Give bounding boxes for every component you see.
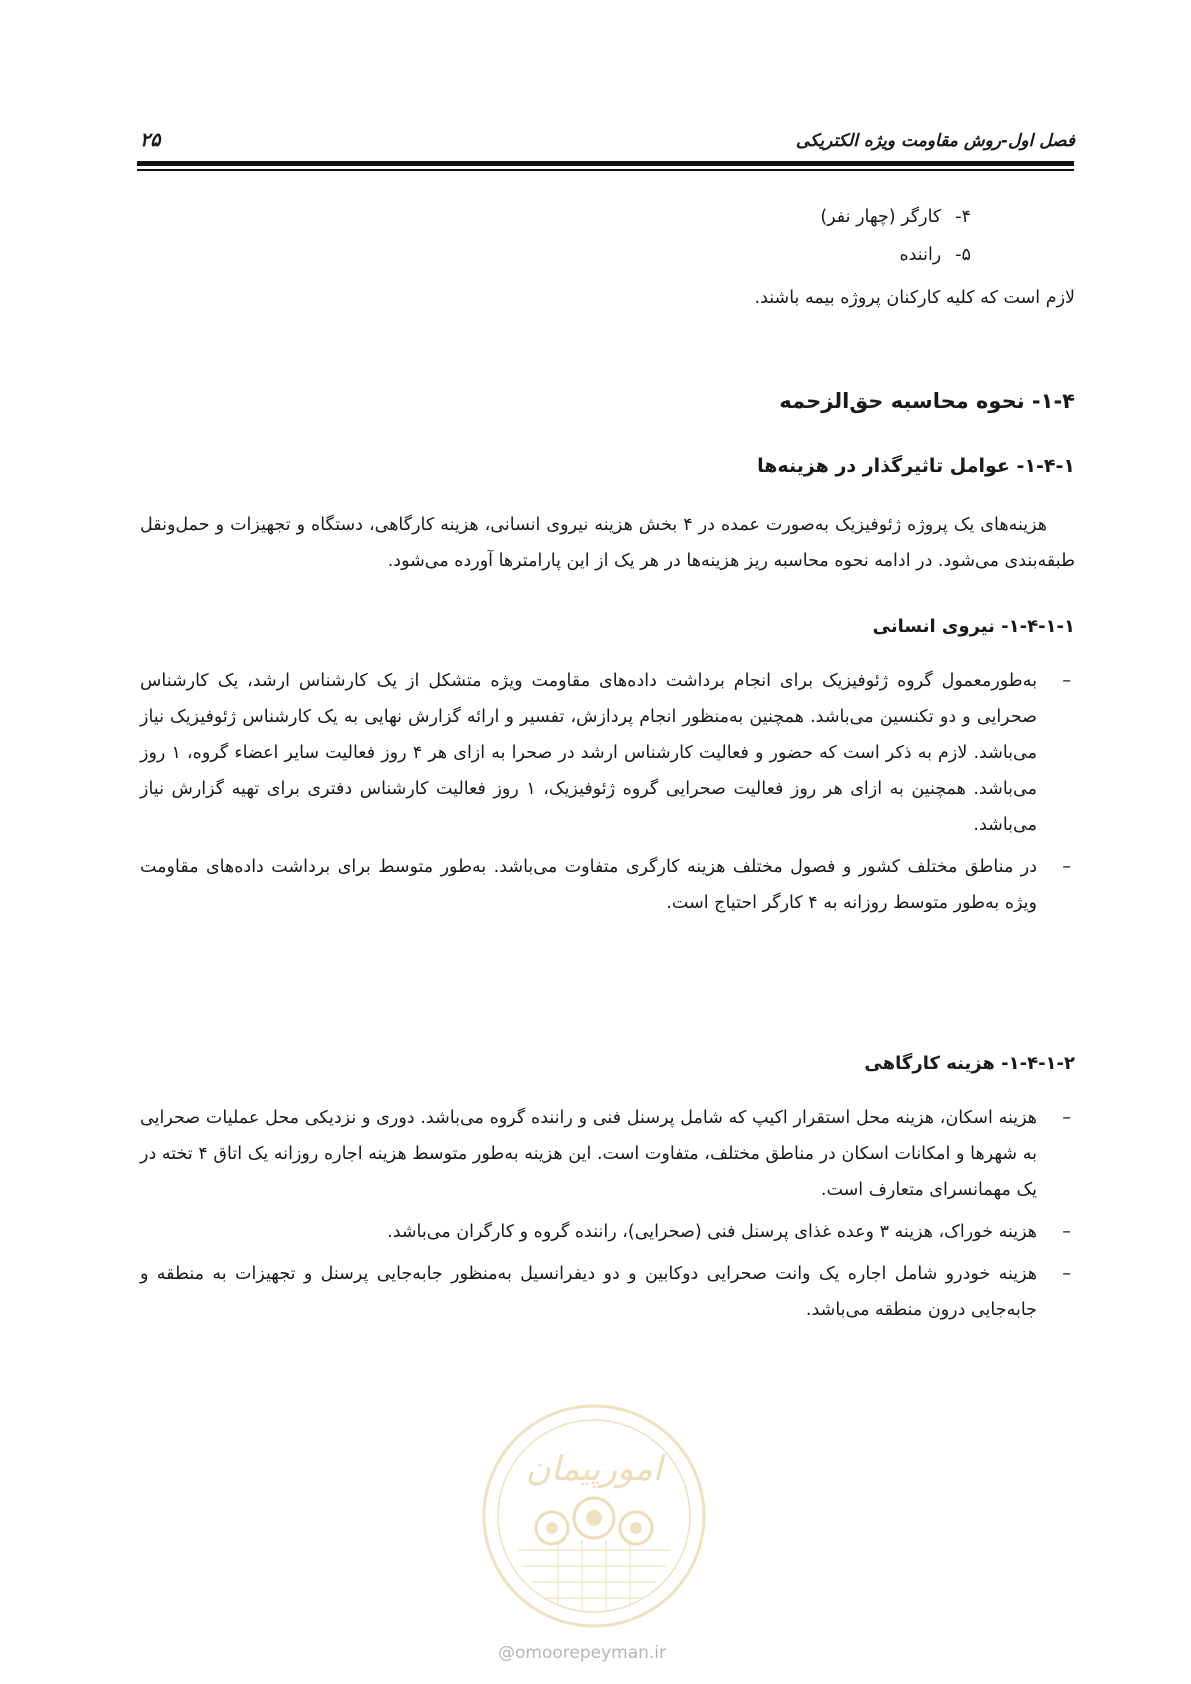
subsection-paragraph: هزینه‌های یک پروژه ژئوفیزیک به‌صورت عمده در ۴ بخش هزینه نیروی انسانی، هزینه کارگاهی، دستگاه و تجهیزات و حمل‌ونقل طبقه‌بندی می‌شود. در ادامه نحوه محاسبه ریز هزینه‌ها در هر یک از این پارامترها آورده می‌شود.: [140, 515, 1075, 571]
subsection-title: ۱-۴-۱- عوامل تاثیرگذار در هزینه‌ها: [757, 455, 1075, 477]
bullet-dash: –: [1062, 1108, 1071, 1128]
insurance-note: لازم است که کلیه کارکنان پروژه بیمه باشند.: [754, 288, 1075, 308]
bullet-dash: –: [1062, 1222, 1071, 1242]
manpower-heading: ۱-۴-۱-۱- نیروی انسانی: [872, 616, 1075, 637]
staff-item-4: ۴-کارگر (چهار نفر): [820, 207, 971, 227]
page-number: ۲۵: [140, 129, 161, 151]
watermark-logo: [478, 1400, 710, 1632]
bullet-dash: –: [1062, 671, 1071, 691]
list-item: – هزینه اسکان، هزینه محل استقرار اکیپ که شامل پرسنل فنی و راننده گروه می‌باشد. دوری و نزدیکی محل عملیات صحرایی به شهرها و امکانات اسکان در مناطق مختلف، متفاوت است. این هزینه به‌طور متوسط هزینه اجاره روزانه یک اتاق ۴ تخته در یک مهمانسرای متعارف است.: [140, 1100, 1075, 1208]
chapter-header: فصل اول-روش مقاومت ویژه الکتریکی: [795, 131, 1075, 151]
workshop-heading: ۱-۴-۱-۲- هزینه کارگاهی: [864, 1053, 1075, 1074]
bullet-dash: –: [1062, 857, 1071, 877]
bullet-dash: –: [1062, 1264, 1071, 1284]
list-item: – هزینه خودرو شامل اجاره یک وانت صحرایی دوکابین و دو دیفرانسیل به‌منظور جابه‌جایی پرسنل و تجهیزات به منطقه و جابه‌جایی درون منطقه می‌باشد.: [140, 1256, 1075, 1328]
list-item: – به‌طورمعمول گروه ژئوفیزیک برای انجام برداشت داده‌های مقاومت ویژه متشکل از یک کارشناس ارشد، یک کارشناس صحرایی و دو تکنسین می‌باشد. همچنین به‌منظور انجام پردازش، تفسیر و ارائه گزارش نهایی به یک کارشناس ژئوفیزیک نیاز می‌باشد. لازم به ذکر است که حضور و فعالیت کارشناس ارشد در صحرا به ازای هر ۴ روز فعالیت سایر اعضاء گروه، ۱ روز می‌باشد. همچنین به ازای هر روز فعالیت صحرایی گروه ژئوفیزیک، ۱ روز فعالیت کارشناس دفتری برای تهیه گزارش نیاز می‌باشد.: [140, 663, 1075, 843]
manpower-list: [140, 663, 1075, 921]
list-item: – هزینه خوراک، هزینه ۳ وعده غذای پرسنل فنی (صحرایی)، راننده گروه و کارگران می‌باشد.: [140, 1214, 1075, 1250]
section-title: ۱-۴- نحوه محاسبه حق‌الزحمه: [779, 389, 1075, 413]
list-item: – در مناطق مختلف کشور و فصول مختلف هزینه کارگری متفاوت می‌باشد. به‌طور متوسط برای برداشت داده‌های مقاومت ویژه به‌طور متوسط روزانه به ۴ کارگر احتیاج است.: [140, 849, 1075, 921]
watermark-logo-text: امورپیمان: [525, 1449, 663, 1489]
header-rule-thick: [137, 161, 1074, 166]
watermark-url: @omoorepeyman.ir: [498, 1643, 667, 1663]
staff-item-5: ۵-راننده: [899, 245, 971, 265]
header-rule-thin: [137, 169, 1074, 171]
workshop-list: [140, 1100, 1075, 1328]
